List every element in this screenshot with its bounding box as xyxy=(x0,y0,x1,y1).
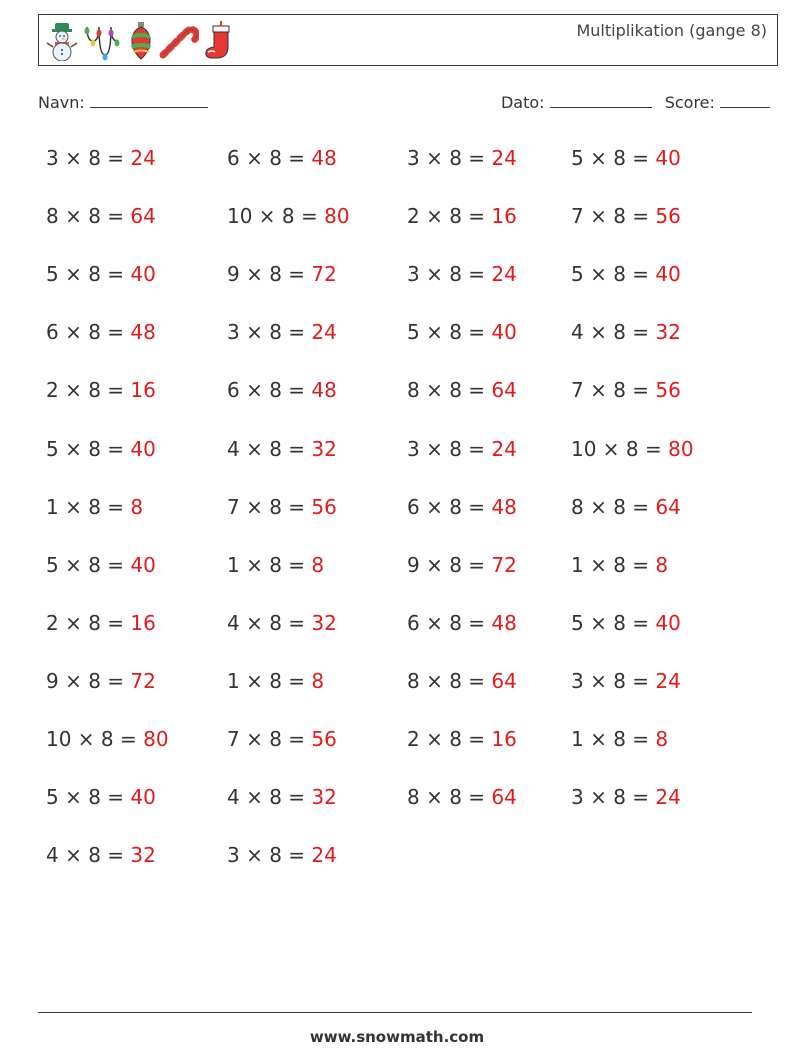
problem-item xyxy=(227,262,337,286)
problem-question: 3 × 8 = xyxy=(571,785,656,810)
problem-item xyxy=(407,785,517,809)
footer-divider xyxy=(38,1012,752,1013)
problem-answer: 72 xyxy=(311,262,337,287)
problem-answer: 56 xyxy=(311,494,337,519)
problem-question: 2 × 8 = xyxy=(407,204,492,229)
snowman-icon xyxy=(45,21,79,61)
footer-url: www.snowmath.com xyxy=(309,1028,485,1046)
problem-answer: 24 xyxy=(311,320,337,345)
problem-item xyxy=(46,553,156,577)
stocking-icon xyxy=(203,21,235,61)
problem-answer: 64 xyxy=(130,204,156,229)
problem-item xyxy=(46,146,156,170)
problem-item xyxy=(571,727,668,751)
problem-question: 2 × 8 = xyxy=(407,727,492,751)
problem-item xyxy=(46,669,156,693)
problem-answer: 40 xyxy=(491,320,517,345)
problem-item xyxy=(46,437,156,461)
problem-item xyxy=(571,146,681,170)
problem-item xyxy=(407,262,517,286)
problem-item xyxy=(407,669,517,693)
problem-item xyxy=(571,611,681,635)
problem-question: 6 × 8 = xyxy=(227,378,312,403)
problem-question: 7 × 8 = xyxy=(227,494,312,519)
problem-answer: 56 xyxy=(311,727,337,751)
problem-question: 1 × 8 = xyxy=(227,668,312,693)
problem-question: 4 × 8 = xyxy=(227,436,312,461)
problem-item xyxy=(227,146,337,170)
name-blank[interactable] xyxy=(90,93,208,108)
problem-item xyxy=(571,378,681,402)
problem-item xyxy=(407,611,517,635)
problem-item xyxy=(46,495,143,519)
problem-answer: 40 xyxy=(655,146,681,170)
problem-item xyxy=(46,611,156,635)
problem-item xyxy=(227,843,337,867)
problem-item xyxy=(227,320,337,344)
problem-item xyxy=(46,320,156,344)
problem-question: 3 × 8 = xyxy=(407,436,492,461)
problem-answer: 56 xyxy=(655,204,681,229)
date-score-fields xyxy=(501,93,770,112)
problem-answer: 48 xyxy=(130,320,156,345)
problem-item xyxy=(407,437,517,461)
problem-question: 4 × 8 = xyxy=(227,785,312,810)
problem-question: 10 × 8 = xyxy=(227,204,325,229)
problem-answer: 16 xyxy=(491,204,517,229)
name-field xyxy=(38,93,208,112)
problem-question: 7 × 8 = xyxy=(571,378,656,403)
date-label: Dato: xyxy=(500,93,545,112)
problem-item xyxy=(227,495,337,519)
problem-answer: 48 xyxy=(491,610,517,635)
candy-cane-icon xyxy=(159,21,199,61)
problem-item xyxy=(227,204,350,228)
problem-question: 8 × 8 = xyxy=(407,668,492,693)
problem-answer: 48 xyxy=(491,494,517,519)
problem-item xyxy=(227,611,337,635)
problem-item xyxy=(571,495,681,519)
problem-item xyxy=(407,204,517,228)
problem-question: 5 × 8 = xyxy=(571,262,656,287)
problem-question: 3 × 8 = xyxy=(571,668,656,693)
header-box xyxy=(38,14,778,66)
problem-item xyxy=(46,727,169,751)
problem-question: 3 × 8 = xyxy=(46,146,131,170)
problem-question: 7 × 8 = xyxy=(227,727,312,751)
problem-item xyxy=(227,437,337,461)
problem-answer: 80 xyxy=(324,204,350,229)
problem-item xyxy=(46,843,156,867)
problem-item xyxy=(571,320,681,344)
problem-item xyxy=(571,262,681,286)
problem-answer: 8 xyxy=(130,494,144,519)
problem-answer: 40 xyxy=(655,262,681,287)
problem-item xyxy=(227,785,337,809)
problem-answer: 56 xyxy=(655,378,681,403)
problem-answer: 64 xyxy=(491,378,517,403)
problem-item xyxy=(571,785,681,809)
problem-answer: 24 xyxy=(655,668,681,693)
problem-question: 3 × 8 = xyxy=(407,262,492,287)
icon-strip xyxy=(45,19,235,63)
problem-question: 1 × 8 = xyxy=(571,727,656,751)
problem-answer: 16 xyxy=(130,378,156,403)
score-blank[interactable] xyxy=(720,93,770,108)
name-label: Navn: xyxy=(38,93,85,112)
problem-answer: 40 xyxy=(130,436,156,461)
problem-item xyxy=(571,669,681,693)
problem-answer: 24 xyxy=(130,146,156,170)
problem-item xyxy=(571,204,681,228)
problem-answer: 8 xyxy=(311,552,325,577)
problem-question: 6 × 8 = xyxy=(407,494,492,519)
problem-answer: 32 xyxy=(130,843,156,868)
problem-item xyxy=(407,495,517,519)
problem-answer: 24 xyxy=(491,146,517,170)
problem-item xyxy=(46,378,156,402)
problem-question: 3 × 8 = xyxy=(227,320,312,345)
problem-answer: 40 xyxy=(130,552,156,577)
problem-question: 5 × 8 = xyxy=(46,552,131,577)
problem-item xyxy=(571,437,694,461)
problem-answer: 80 xyxy=(143,727,169,751)
problem-answer: 40 xyxy=(130,262,156,287)
problem-item xyxy=(571,553,668,577)
score-label: Score: xyxy=(664,93,715,112)
problem-item xyxy=(46,204,156,228)
problem-item xyxy=(227,378,337,402)
problem-item xyxy=(227,727,337,751)
worksheet-title: Multiplikation (gange 8) xyxy=(576,21,767,40)
problem-question: 5 × 8 = xyxy=(571,146,656,170)
problem-question: 9 × 8 = xyxy=(407,552,492,577)
problem-question: 8 × 8 = xyxy=(407,378,492,403)
problem-question: 5 × 8 = xyxy=(571,610,656,635)
problem-question: 9 × 8 = xyxy=(227,262,312,287)
problem-question: 2 × 8 = xyxy=(46,378,131,403)
problem-item xyxy=(407,553,517,577)
problem-answer: 64 xyxy=(655,494,681,519)
problem-item xyxy=(407,378,517,402)
problem-question: 4 × 8 = xyxy=(227,610,312,635)
problem-answer: 24 xyxy=(491,262,517,287)
problem-answer: 32 xyxy=(311,610,337,635)
problem-answer: 48 xyxy=(311,146,337,170)
problem-question: 10 × 8 = xyxy=(571,436,669,461)
problem-answer: 80 xyxy=(668,436,694,461)
problem-answer: 8 xyxy=(311,668,325,693)
problem-question: 1 × 8 = xyxy=(227,552,312,577)
problem-answer: 48 xyxy=(311,378,337,403)
problem-answer: 24 xyxy=(491,436,517,461)
problem-question: 6 × 8 = xyxy=(227,146,312,170)
problem-answer: 16 xyxy=(491,727,517,751)
problem-item xyxy=(227,669,324,693)
problem-question: 6 × 8 = xyxy=(407,610,492,635)
problem-question: 8 × 8 = xyxy=(571,494,656,519)
problem-question: 5 × 8 = xyxy=(46,262,131,287)
problem-question: 4 × 8 = xyxy=(571,320,656,345)
problem-question: 5 × 8 = xyxy=(407,320,492,345)
problem-question: 4 × 8 = xyxy=(46,843,131,868)
problem-answer: 16 xyxy=(130,610,156,635)
problem-answer: 8 xyxy=(655,727,669,751)
problem-item xyxy=(407,320,517,344)
problem-question: 8 × 8 = xyxy=(46,204,131,229)
problem-answer: 72 xyxy=(130,668,156,693)
problem-question: 1 × 8 = xyxy=(571,552,656,577)
problem-question: 9 × 8 = xyxy=(46,668,131,693)
problem-item xyxy=(46,262,156,286)
problem-question: 2 × 8 = xyxy=(46,610,131,635)
problem-answer: 24 xyxy=(311,843,337,868)
date-blank[interactable] xyxy=(550,93,652,108)
problem-answer: 64 xyxy=(491,785,517,810)
problem-answer: 24 xyxy=(655,785,681,810)
problem-answer: 40 xyxy=(130,785,156,810)
problem-answer: 64 xyxy=(491,668,517,693)
ornament-icon xyxy=(127,21,155,61)
problem-answer: 32 xyxy=(655,320,681,345)
problem-answer: 8 xyxy=(655,552,669,577)
christmas-lights-icon xyxy=(83,21,123,61)
problem-answer: 32 xyxy=(311,785,337,810)
problem-item xyxy=(46,785,156,809)
problem-item xyxy=(407,146,517,170)
problem-question: 5 × 8 = xyxy=(46,436,131,461)
problem-question: 1 × 8 = xyxy=(46,494,131,519)
problem-question: 3 × 8 = xyxy=(407,146,492,170)
problem-item xyxy=(407,727,517,751)
problem-question: 3 × 8 = xyxy=(227,843,312,868)
problem-question: 6 × 8 = xyxy=(46,320,131,345)
problem-question: 5 × 8 = xyxy=(46,785,131,810)
problem-answer: 72 xyxy=(491,552,517,577)
problem-answer: 32 xyxy=(311,436,337,461)
problem-question: 7 × 8 = xyxy=(571,204,656,229)
problem-question: 8 × 8 = xyxy=(407,785,492,810)
problem-question: 10 × 8 = xyxy=(46,727,144,751)
problem-item xyxy=(227,553,324,577)
problem-answer: 40 xyxy=(655,610,681,635)
